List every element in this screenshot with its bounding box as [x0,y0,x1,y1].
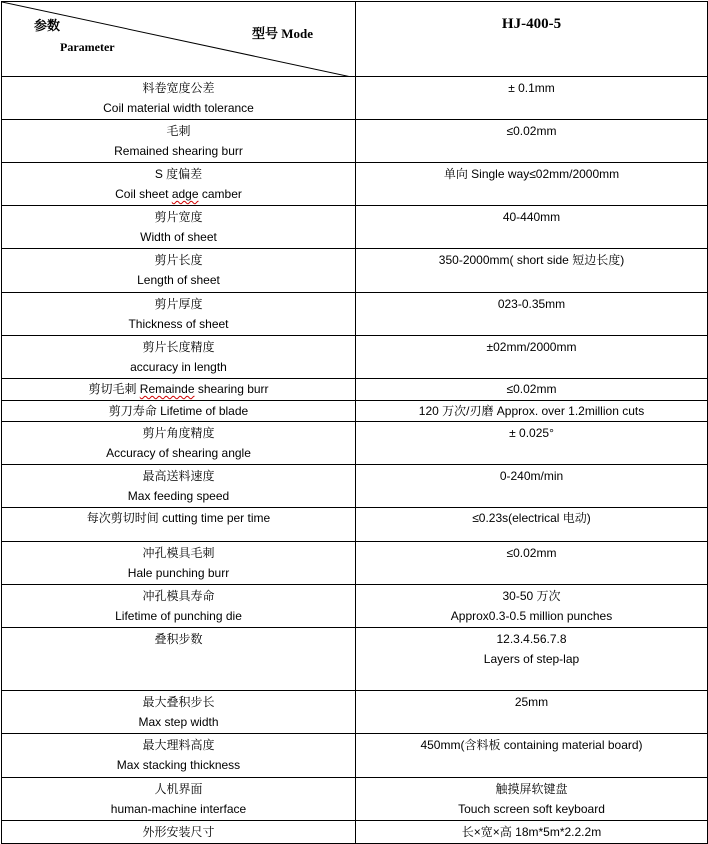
value-cell [356,336,708,379]
value-text: ± 0.1mm [508,81,555,95]
parameter-cell [2,691,356,734]
parameter-cell [2,401,356,422]
parameter-text: Max stacking thickness [116,758,241,772]
parameter-cell [2,422,356,465]
param-label-en: Parameter [60,40,115,54]
parameter-text: Max feeding speed [127,489,230,503]
value-cell [356,628,708,691]
parameter-text: 冲孔模具寿命 [142,589,215,603]
parameter-text: human-machine interface [110,802,247,816]
parameter-cell [2,293,356,336]
spec-row [2,734,708,778]
value-text: ≤0.02mm [506,546,557,560]
parameter-text: 剪片厚度 [154,297,203,311]
parameter-text: Thickness of sheet [128,317,229,331]
value-cell [356,542,708,585]
parameter-cell [2,465,356,508]
parameter-cell [2,508,356,542]
spec-row [2,628,708,691]
parameter-cell [2,249,356,293]
spec-row [2,249,708,293]
value-cell [356,120,708,163]
value-text: 40-440mm [502,210,561,224]
value-cell [356,379,708,401]
value-text: 0-240m/min [499,469,564,483]
parameter-cell [2,336,356,379]
value-text: ≤0.23s(electrical 电动) [472,511,591,525]
spec-row [2,508,708,542]
parameter-text: 剪片长度 [154,253,203,267]
parameter-text: Max step width [138,715,219,729]
value-cell [356,508,708,542]
value-cell [356,206,708,249]
value-text: ≤0.02mm [506,382,557,396]
value-cell [356,163,708,206]
parameter-cell [2,77,356,120]
header-parameter-cell [2,2,356,77]
value-cell [356,465,708,508]
spec-row [2,206,708,249]
spec-row [2,821,708,844]
value-text: ± 0.025° [509,426,554,440]
value-cell [356,293,708,336]
spec-row [2,465,708,508]
parameter-text: 外形安装尺寸 [142,825,215,839]
spec-row [2,336,708,379]
parameter-text: Remained shearing burr [114,144,243,158]
model-label-en: Mode [281,26,314,41]
value-text: 25mm [514,695,549,709]
value-text: 350-2000mm( short side 短边长度) [438,253,625,267]
parameter-text: 剪片角度精度 [142,426,215,440]
spec-row [2,585,708,628]
value-text: Layers of step-lap [483,652,580,666]
parameter-text: 每次剪切时间 cutting time per time [86,511,271,525]
parameter-cell [2,379,356,401]
parameter-text: Lifetime of punching die [115,609,242,623]
value-text: ±02mm/2000mm [486,340,577,354]
value-cell [356,691,708,734]
param-label-zh: 参数 [34,18,61,33]
parameter-text: 剪片宽度 [154,210,203,224]
spec-row [2,401,708,422]
value-text: ≤0.02mm [506,124,557,138]
spec-row [2,778,708,821]
value-text: 12.3.4.56.7.8 [496,632,567,646]
value-text: 023-0.35mm [497,297,566,311]
parameter-text: Coil sheet adge camber [115,187,242,201]
parameter-text: S 度偏差 [154,167,203,181]
parameter-cell [2,821,356,844]
value-cell [356,585,708,628]
spec-row [2,163,708,206]
spec-row [2,422,708,465]
value-text: 30-50 万次 [502,589,561,603]
parameter-text: 剪刀寿命 Lifetime of blade [108,404,249,418]
parameter-text: Coil material width tolerance [103,101,254,115]
spec-row [2,120,708,163]
value-cell [356,734,708,778]
model-label [252,26,313,42]
parameter-text: accuracy in length [130,360,227,374]
spec-table [1,1,708,844]
parameter-text: 剪切毛刺 Remainde shearing burr [88,382,269,396]
model-value-cell [356,2,708,77]
value-cell [356,249,708,293]
parameter-text: 最高送料速度 [142,469,215,483]
value-cell [356,401,708,422]
parameter-cell [2,206,356,249]
spellcheck-word: Remainde [139,382,195,396]
value-text: 120 万次/刃磨 Approx. over 1.2million cuts [418,404,645,418]
parameter-text: 冲孔模具毛刺 [142,546,215,560]
parameter-text: Accuracy of shearing angle [106,446,251,460]
parameter-cell [2,163,356,206]
parameter-cell [2,778,356,821]
value-cell [356,77,708,120]
parameter-text: 剪片长度精度 [142,340,215,354]
parameter-cell [2,734,356,778]
header-row [2,2,708,77]
value-cell [356,422,708,465]
parameter-text: 最大叠积步长 [142,695,215,709]
value-text: 长×宽×高 18m*5m*2.2.2m [461,825,602,839]
model-label-zh: 型号 [252,26,279,41]
parameter-text: Length of sheet [137,273,220,287]
parameter-text: 人机界面 [154,782,203,796]
value-text: Approx0.3-0.5 million punches [450,609,613,623]
parameter-text: 毛刺 [166,124,191,138]
spellcheck-word: adge [171,187,199,201]
spec-row [2,542,708,585]
value-text: 单向 Single way≤02mm/2000mm [443,167,620,181]
parameter-text: 料卷宽度公差 [142,81,215,95]
value-text: Touch screen soft keyboard [458,802,605,816]
parameter-text: Hale punching burr [127,566,230,580]
value-text: 450mm(含料板 containing material board) [420,738,643,752]
spec-row [2,379,708,401]
parameter-cell [2,542,356,585]
spec-row [2,293,708,336]
parameter-text: Width of sheet [140,230,217,244]
spec-row [2,77,708,120]
value-cell [356,821,708,844]
parameter-cell [2,585,356,628]
value-cell [356,778,708,821]
parameter-cell [2,628,356,691]
model-value: HJ-400-5 [501,16,562,32]
parameter-text: 叠积步数 [154,632,203,646]
parameter-cell [2,120,356,163]
parameter-text: 最大理料高度 [142,738,215,752]
value-text: 触摸屏软键盘 [495,782,568,796]
spec-row [2,691,708,734]
